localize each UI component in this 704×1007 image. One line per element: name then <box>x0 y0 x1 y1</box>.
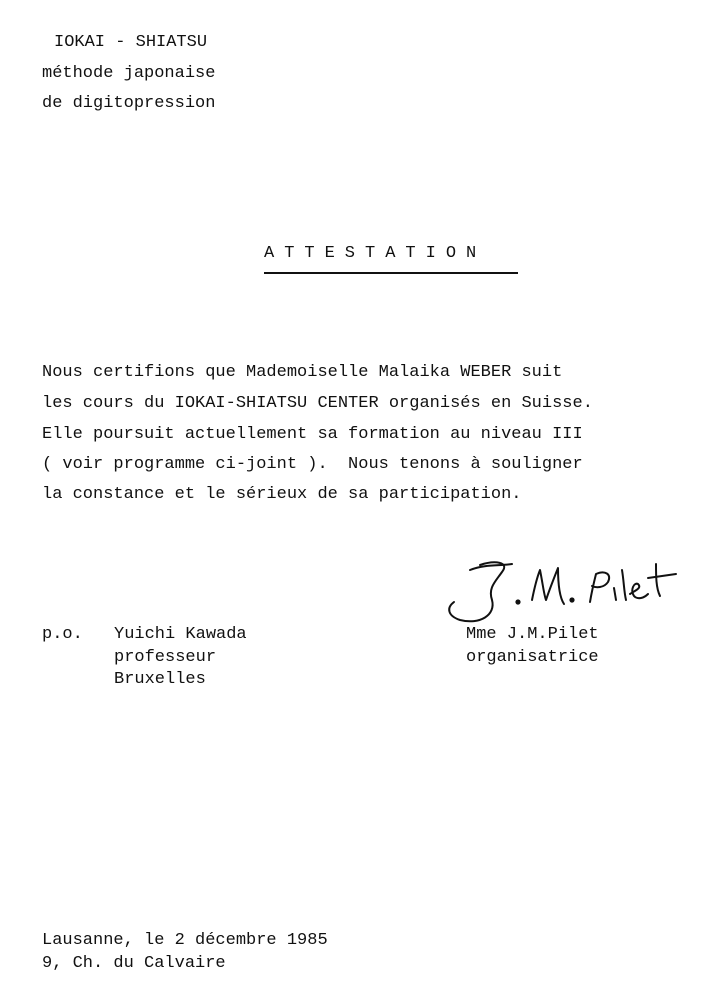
letterhead-org-name: IOKAI - SHIATSU <box>54 33 208 52</box>
signatory-name: Mme J.M.Pilet <box>466 625 599 644</box>
signatory-prefix: p.o. <box>42 625 83 644</box>
handwritten-signature <box>440 540 690 630</box>
signatory-city: Bruxelles <box>114 670 206 689</box>
body-line: la constance et le sérieux de sa participation. <box>42 485 522 504</box>
title-underline <box>264 272 518 274</box>
letterhead-subtitle: méthode japonaise <box>42 64 216 83</box>
signatory-role: professeur <box>114 648 217 667</box>
place-and-date: Lausanne, le 2 décembre 1985 <box>42 931 328 950</box>
document-title: ATTESTATION <box>264 244 487 263</box>
address: 9, Ch. du Calvaire <box>42 954 226 973</box>
letterhead-subtitle-2: de digitopression <box>42 94 216 113</box>
signatory-name: Yuichi Kawada <box>114 625 247 644</box>
body-line: Nous certifions que Mademoiselle Malaika WEBER suit <box>42 363 563 382</box>
signatory-role: organisatrice <box>466 648 599 667</box>
body-line: ( voir programme ci-joint ). Nous tenons à souligner <box>42 455 583 474</box>
body-line: les cours du IOKAI-SHIATSU CENTER organisés en Suisse. <box>42 394 593 413</box>
body-line: Elle poursuit actuellement sa formation au niveau III <box>42 425 583 444</box>
